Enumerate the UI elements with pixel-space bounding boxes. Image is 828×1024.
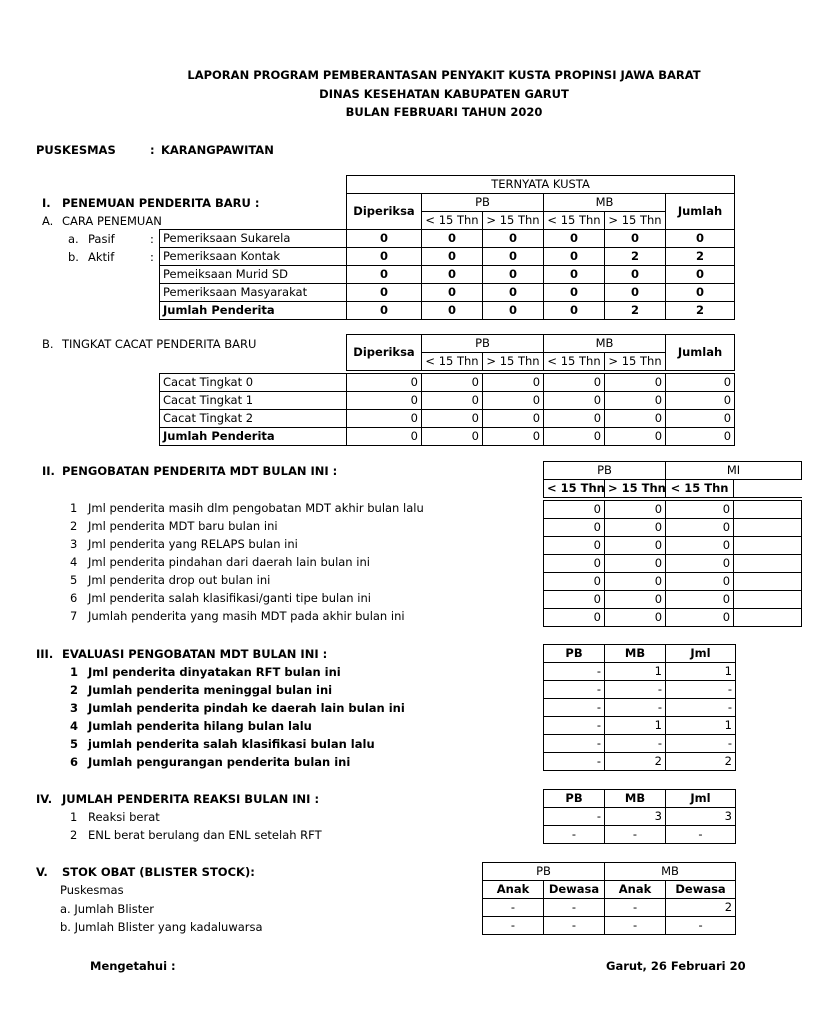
section3-heading: EVALUASI PENGOBATAN MDT BULAN INI : [62, 647, 328, 661]
cell: 0 [347, 374, 422, 392]
cell: 2 [666, 899, 736, 917]
cell: 0 [605, 428, 666, 446]
pasif-colon: : [150, 232, 154, 246]
section2-table-clip [543, 461, 741, 631]
cell: 0 [544, 537, 605, 555]
cell: 1 [605, 663, 666, 681]
pb-gt15-header: > 15 Thn [605, 480, 666, 498]
section4-heading: JUMLAH PENDERITA REAKSI BULAN INI : [62, 792, 320, 806]
section2-roman: II. [42, 464, 55, 478]
pengobatan-table [543, 461, 802, 627]
jumlah-header: Jumlah [666, 335, 735, 371]
cell: 0 [422, 266, 483, 284]
cell: 0 [666, 392, 735, 410]
section2-num: 3 [70, 537, 78, 551]
place-date: Garut, 26 Februari 20 [606, 959, 746, 973]
section5-row-label: a. Jumlah Blister [60, 902, 155, 916]
cell: - [544, 753, 605, 771]
section2-num: 1 [70, 501, 78, 515]
cell: - [666, 681, 736, 699]
cell: 0 [483, 392, 544, 410]
section2-label: Jml penderita pindahan dari daerah lain bulan ini [88, 555, 370, 569]
row-label: Pemeriksaan Sukarela [160, 230, 347, 248]
cell: - [544, 681, 605, 699]
cell: - [483, 899, 544, 917]
cell: 0 [605, 410, 666, 428]
table-row [160, 284, 735, 302]
cell: 0 [605, 374, 666, 392]
row-label: Cacat Tingkat 1 [160, 392, 347, 410]
cell: 0 [666, 609, 734, 627]
pasif-letter: a. [68, 232, 79, 246]
anak-header: Anak [483, 881, 544, 899]
cell: 0 [544, 392, 605, 410]
cell: 0 [422, 230, 483, 248]
cell: 0 [666, 519, 734, 537]
section2-num: 6 [70, 591, 78, 605]
cell: 0 [544, 248, 605, 266]
jml-header: Jml [666, 645, 736, 663]
section3-label: Jumlah pengurangan penderita bulan ini [88, 755, 351, 769]
cell: - [605, 699, 666, 717]
cell: - [605, 681, 666, 699]
mb-lt15-header: < 15 Thn [544, 353, 605, 371]
mb-lt15-header: < 15 Thn [544, 212, 605, 230]
jumlah-header: Jumlah [666, 194, 735, 230]
cell: 0 [605, 609, 666, 627]
cell: 0 [347, 230, 422, 248]
section1-roman: I. [42, 196, 51, 210]
cell: 2 [605, 753, 666, 771]
cell: 0 [666, 537, 734, 555]
cell: 1 [666, 663, 736, 681]
cell: 0 [347, 248, 422, 266]
cell: - [544, 899, 605, 917]
cell: 0 [666, 501, 734, 519]
mb-gt15-header: > 15 Thn [605, 212, 666, 230]
section2-label: Jml penderita MDT baru bulan ini [88, 519, 278, 533]
mb-header: MB [544, 335, 666, 353]
section3-num: 3 [70, 701, 79, 715]
penemuan-table [159, 175, 735, 320]
cell: 0 [544, 591, 605, 609]
cell: - [544, 808, 605, 826]
puskesmas-colon: : [150, 143, 155, 157]
table-row [544, 591, 802, 609]
cell: - [544, 717, 605, 735]
cell: 0 [544, 428, 605, 446]
cell: - [605, 826, 666, 844]
table-row [160, 302, 735, 320]
cell: 0 [666, 374, 735, 392]
cell: 0 [347, 284, 422, 302]
evaluasi-table [543, 644, 736, 771]
cell: 0 [666, 410, 735, 428]
section3-num: 1 [70, 665, 79, 679]
cell: 0 [347, 392, 422, 410]
table-row [160, 410, 735, 428]
cell: - [544, 699, 605, 717]
cell: - [544, 663, 605, 681]
pb-header: PB [544, 462, 666, 480]
row-label: Pemeriksaan Masyarakat [160, 284, 347, 302]
cell: 0 [483, 374, 544, 392]
cell: - [666, 699, 736, 717]
cell: 0 [422, 284, 483, 302]
section3-label: Jumlah penderita hilang bulan lalu [88, 719, 312, 733]
mb-header: MI [666, 462, 802, 480]
report-period: BULAN FEBRUARI TAHUN 2020 [345, 105, 543, 119]
cell: 0 [422, 392, 483, 410]
table-row [544, 537, 802, 555]
cell: 0 [544, 555, 605, 573]
table-row [544, 573, 802, 591]
mb-header: MB [605, 645, 666, 663]
section2-label: Jml penderita drop out bulan ini [88, 573, 271, 587]
section2-label: Jumlah penderita yang masih MDT pada akhir bulan ini [88, 609, 405, 623]
mb-header: MB [605, 790, 666, 808]
table-row [483, 899, 736, 917]
cell: 0 [544, 266, 605, 284]
cell: - [666, 917, 736, 935]
cell: 2 [605, 302, 666, 320]
cell: 0 [544, 501, 605, 519]
section3-num: 2 [70, 683, 79, 697]
section2-label: Jml penderita salah klasifikasi/ganti tipe bulan ini [88, 591, 371, 605]
cell: 0 [422, 302, 483, 320]
cell: 0 [666, 573, 734, 591]
section5-roman: V. [36, 865, 48, 879]
section3-label: jumlah penderita salah klasifikasi bulan lalu [88, 737, 375, 751]
section1-sub-letter: A. [42, 214, 54, 228]
cell: 3 [666, 808, 736, 826]
pb-lt15-header: < 15 Thn [422, 353, 483, 371]
table-row [544, 753, 736, 771]
cell: 0 [422, 374, 483, 392]
puskesmas-value: KARANGPAWITAN [161, 143, 274, 157]
cell: 0 [347, 302, 422, 320]
section2-num: 2 [70, 519, 78, 533]
cell: 0 [605, 591, 666, 609]
cell: - [544, 826, 605, 844]
table-row [160, 392, 735, 410]
row-label: Pemeiksaan Murid SD [160, 266, 347, 284]
table-row [160, 374, 735, 392]
section4-num: 1 [70, 810, 78, 824]
section1-sub-heading: CARA PENEMUAN [62, 214, 162, 228]
cell: 0 [483, 248, 544, 266]
section4-roman: IV. [36, 792, 53, 806]
cell: 0 [605, 284, 666, 302]
cell: - [605, 735, 666, 753]
cell: 0 [544, 230, 605, 248]
cell: 1 [666, 717, 736, 735]
cell: 0 [605, 519, 666, 537]
cell: 0 [605, 573, 666, 591]
mengetahui-label: Mengetahui : [90, 959, 176, 973]
cell: 0 [605, 266, 666, 284]
aktif-letter: b. [68, 250, 79, 264]
pasif-label: Pasif [88, 232, 115, 246]
section3-num: 4 [70, 719, 79, 733]
cell: - [544, 735, 605, 753]
pb-lt15-header: < 15 Thn [422, 212, 483, 230]
table-row [544, 663, 736, 681]
diperiksa-header: Diperiksa [347, 194, 422, 230]
aktif-label: Aktif [88, 250, 115, 264]
cell: 0 [666, 428, 735, 446]
aktif-colon: : [150, 250, 154, 264]
section3-label: Jml penderita dinyatakan RFT bulan ini [88, 665, 341, 679]
cell: 0 [544, 609, 605, 627]
cell: 0 [483, 266, 544, 284]
diperiksa-header: Diperiksa [347, 335, 422, 371]
cell: 0 [483, 230, 544, 248]
cell: 3 [605, 808, 666, 826]
table-row [544, 501, 802, 519]
cell: 2 [666, 302, 735, 320]
section3-num: 5 [70, 737, 79, 751]
cell: 0 [544, 284, 605, 302]
cell: 0 [666, 266, 735, 284]
pb-header: PB [422, 335, 544, 353]
report-subtitle: DINAS KESEHATAN KABUPATEN GARUT [319, 87, 569, 101]
table-row [160, 248, 735, 266]
section1-heading: PENEMUAN PENDERITA BARU : [62, 196, 260, 210]
mb-lt15-header: < 15 Thn [666, 480, 734, 498]
anak-header: Anak [605, 881, 666, 899]
table-row [544, 735, 736, 753]
cell: - [544, 917, 605, 935]
table-row [483, 917, 736, 935]
cell: 0 [666, 591, 734, 609]
cell: - [666, 826, 736, 844]
pb-gt15-header: > 15 Thn [483, 212, 544, 230]
puskesmas-label: PUSKESMAS [36, 143, 116, 157]
table-row [544, 717, 736, 735]
section2-label: Jml penderita yang RELAPS bulan ini [88, 537, 298, 551]
pb-header: PB [544, 790, 605, 808]
section5-row-label: b. Jumlah Blister yang kadaluwarsa [60, 920, 263, 934]
ternyata-kusta-header: TERNYATA KUSTA [347, 176, 735, 194]
cell: - [666, 735, 736, 753]
row-label: Pemeriksaan Kontak [160, 248, 347, 266]
cell: 0 [544, 410, 605, 428]
table-row [544, 808, 736, 826]
cell: 0 [483, 302, 544, 320]
table-row [544, 609, 802, 627]
cell: 0 [605, 555, 666, 573]
cell: 0 [347, 428, 422, 446]
section3-num: 6 [70, 755, 79, 769]
cell: 0 [483, 428, 544, 446]
cell: - [483, 917, 544, 935]
cell: 0 [666, 230, 735, 248]
cell: 0 [544, 302, 605, 320]
cell: 0 [605, 392, 666, 410]
dewasa-header: Dewasa [666, 881, 736, 899]
cell: - [605, 917, 666, 935]
pb-header: PB [422, 194, 544, 212]
cell: 0 [544, 519, 605, 537]
mb-gt15-header: > 15 Thn [605, 353, 666, 371]
report-title: LAPORAN PROGRAM PEMBERANTASAN PENYAKIT KUSTA PROPINSI JAWA BARAT [187, 68, 701, 82]
cell: 0 [422, 410, 483, 428]
jml-header: Jml [666, 790, 736, 808]
cell: 0 [605, 230, 666, 248]
cell: 0 [483, 284, 544, 302]
place-date-clip [606, 957, 746, 977]
section5-heading: STOK OBAT (BLISTER STOCK): [62, 865, 255, 879]
section2-num: 7 [70, 609, 78, 623]
reaksi-table [543, 789, 736, 844]
cell: 0 [483, 410, 544, 428]
table-row [544, 699, 736, 717]
cell: 0 [544, 573, 605, 591]
section3-label: Jumlah penderita pindah ke daerah lain bulan ini [88, 701, 405, 715]
cell: 2 [666, 248, 735, 266]
dewasa-header: Dewasa [544, 881, 605, 899]
mb-header: MB [544, 194, 666, 212]
section2-label: Jml penderita masih dlm pengobatan MDT akhir bulan lalu [88, 501, 424, 515]
cell: 0 [666, 284, 735, 302]
table-row [544, 555, 802, 573]
row-label: Jumlah Penderita [160, 428, 347, 446]
cell: 0 [422, 428, 483, 446]
section4-label: Reaksi berat [88, 810, 160, 824]
table-row [160, 266, 735, 284]
pb-header: PB [544, 645, 605, 663]
section3-label: Jumlah penderita meninggal bulan ini [88, 683, 333, 697]
table-row [160, 230, 735, 248]
section1b-letter: B. [42, 337, 54, 351]
cell: 1 [605, 717, 666, 735]
cell: 0 [666, 555, 734, 573]
cell: 0 [605, 537, 666, 555]
cacat-table [159, 334, 735, 446]
section5-sublabel: Puskesmas [60, 883, 124, 897]
section4-num: 2 [70, 828, 78, 842]
row-label: Jumlah Penderita [160, 302, 347, 320]
pb-lt15-header: < 15 Thn [544, 480, 605, 498]
cell: 2 [666, 753, 736, 771]
section1b-heading: TINGKAT CACAT PENDERITA BARU [62, 337, 257, 351]
table-row [544, 826, 736, 844]
stok-obat-table [482, 862, 736, 935]
cell: 0 [347, 266, 422, 284]
mb-header: MB [605, 863, 736, 881]
row-label: Cacat Tingkat 0 [160, 374, 347, 392]
section3-roman: III. [36, 647, 54, 661]
cell: 0 [422, 248, 483, 266]
cell: 2 [605, 248, 666, 266]
cell: - [605, 899, 666, 917]
table-row [160, 428, 735, 446]
cell: 0 [347, 410, 422, 428]
table-row [544, 681, 736, 699]
section2-heading: PENGOBATAN PENDERITA MDT BULAN INI : [62, 464, 338, 478]
section2-num: 5 [70, 573, 78, 587]
cell: 0 [605, 501, 666, 519]
section4-label: ENL berat berulang dan ENL setelah RFT [88, 828, 322, 842]
row-label: Cacat Tingkat 2 [160, 410, 347, 428]
cell: 0 [544, 374, 605, 392]
pb-gt15-header: > 15 Thn [483, 353, 544, 371]
section2-num: 4 [70, 555, 78, 569]
table-row [544, 519, 802, 537]
pb-header: PB [483, 863, 605, 881]
